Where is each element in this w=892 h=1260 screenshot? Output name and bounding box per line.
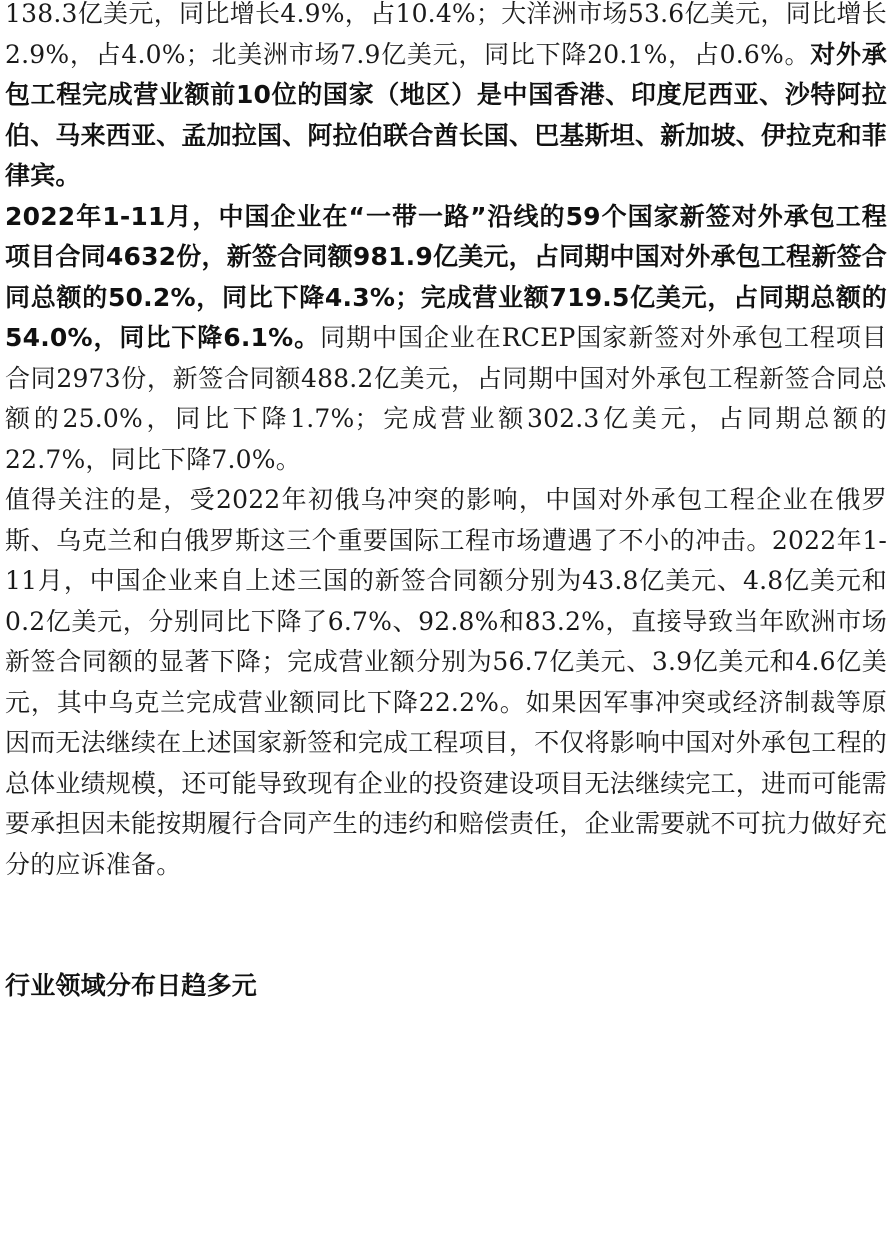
paragraph-top10-countries-text: 对外承包工程完成营业额前10位的国家（地区）是中国香港、印度尼西亚、沙特阿拉伯、马来西亚、孟加拉国、阿拉伯联合酋长国、巴基斯坦、新加坡、伊拉克和菲律宾。 [5,39,888,190]
section-spacer [5,885,887,966]
paragraph-belt-and-road [5,197,887,481]
paragraph-russia-ukraine-impact-text: 值得关注的是，受2022年初俄乌冲突的影响，中国对外承包工程企业在俄罗斯、乌克兰和白俄罗斯这三个重要国际工程市场遭遇了不小的冲击。2022年1-11月，中国企业来自上述三国的新签合同额分别为43.8亿美元、4.8亿美元和0.2亿美元，分别同比下降了6.7%、92.8%和83.2%，直接导致当年欧洲市场新签合同额的显著下降；完成营业额分别为56.7亿美元、3.9亿美元和4.6亿美元，其中乌克兰完成营业额同比下降22.2%。如果因军事冲突或经济制裁等原因而无法继续在上述国家新签和完成工程项目，不仅将影响中国对外承包工程的总体业绩规模，还可能导致现有企业的投资建设项目无法继续完工，进而可能需要承担因未能按期履行合同产生的违约和赔偿责任，企业需要就不可抗力做好充分的应诉准备。 [5,485,888,879]
paragraph-regional-markets [5,0,887,197]
paragraph-russia-ukraine-impact [5,480,887,885]
section-heading: 行业领域分布日趋多元 [5,971,258,1000]
paragraph-rcep-text: 同期中国企业在RCEP国家新签对外承包工程项目合同2973份，新签合同额488.2亿美元，占同期中国对外承包工程新签合同总额的25.0%，同比下降1.7%；完成营业额302.3亿美元，占同期总额的22.7%，同比下降7.0%。 [5,323,888,474]
paragraph-regional-markets-text: 138.3亿美元，同比增长4.9%，占10.4%；大洋洲市场53.6亿美元，同比增长2.9%，占4.0%；北美洲市场7.9亿美元，同比下降20.1%，占0.6%。 [5,0,887,69]
paragraph-belt-and-road-bold-text: 2022年1-11月，中国企业在“一带一路”沿线的59个国家新签对外承包工程项目合同4632份，新签合同额981.9亿美元，占同期中国对外承包工程新签合同总额的50.2%，同比下降4.3%；完成营业额719.5亿美元，占同期总额的54.0%，同比下降6.1%。 [5,201,887,352]
